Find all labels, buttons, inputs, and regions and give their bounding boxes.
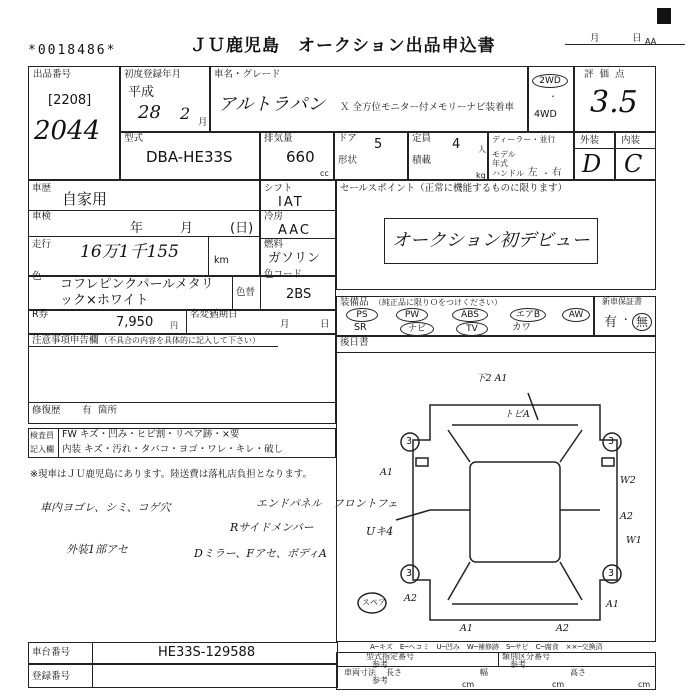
hand-note-3: Rサイドメンバー <box>230 521 314 534</box>
date-aa-label: AA <box>645 37 657 46</box>
check-label-1: 検査員 <box>30 431 54 440</box>
model-value: DBA-HE33S <box>146 148 233 166</box>
color-code-label: 色コード <box>264 269 303 280</box>
load-unit: kg <box>476 171 486 180</box>
mark-bottom-a1: A1 <box>460 623 473 634</box>
type-designation-ref: 参考 <box>372 660 388 669</box>
capacity-value: 4 <box>452 137 461 152</box>
after-label: 後日書 <box>340 337 369 348</box>
hand-stamp: Uキ4 <box>366 525 394 538</box>
repair-has: 有 <box>82 405 92 416</box>
repair-label: 修復歴 <box>32 405 61 416</box>
mark-top: 下2 A1 <box>476 373 508 384</box>
check-row-1: FW キズ・凹み・ヒビ割・リペア跡・×要 <box>62 429 240 440</box>
drive-dot: ・ <box>549 92 557 101</box>
interior-label: 内装 <box>621 135 641 146</box>
inspection-month: 月 <box>180 221 194 236</box>
hand-note-2: エンドパネル フロントフェ <box>256 497 398 510</box>
check-row-2: 内装 キズ・汚れ・タバコ・ヨゴ・ワレ・キレ・破し <box>62 444 284 455</box>
sales-point-value: オークション初デビュー <box>392 230 590 251</box>
equipment-note: （純正品に限りＯをつけください） <box>374 298 502 307</box>
sales-point-label: セールスポイント（正常に機能するものに限ります） <box>340 183 568 194</box>
car-name-label: 車名・グレード <box>214 69 281 80</box>
inspection-year: 年 <box>130 221 144 236</box>
color-label: 色 <box>32 271 42 282</box>
check-label-2: 記入欄 <box>30 445 54 454</box>
lot-sub: [2208] <box>48 93 92 108</box>
color-change-label: 色替 <box>236 287 256 298</box>
vehicle-dims-ref: 参考 <box>372 676 388 685</box>
equip-ps: PS <box>346 308 378 322</box>
frame-value: HE33S-129588 <box>158 645 256 660</box>
hand-note-5: Dミラー、Fアセ、ボディA <box>194 547 327 560</box>
score-value: 3.5 <box>590 85 638 120</box>
mileage-label: 走行 <box>32 239 52 250</box>
dim-width-cm: cm <box>552 680 565 689</box>
doors-label: ドア <box>338 133 357 144</box>
recycle-label: R券 <box>32 309 49 320</box>
use-value: 自家用 <box>62 190 108 208</box>
mark-left-a1: A1 <box>380 467 393 478</box>
mileage-unit: km <box>214 255 229 266</box>
form-title: ＪＵ鹿児島 オークション出品申込書 <box>190 36 496 56</box>
equip-aw: AW <box>562 308 590 322</box>
title-change-month: 月 <box>280 319 290 330</box>
shift-label: シフト <box>264 183 293 194</box>
drive-2wd: 2WD <box>532 74 568 88</box>
equip-tv: TV <box>456 322 488 336</box>
shift-value: IAT <box>278 195 304 210</box>
fuel-value: ガソリン <box>268 251 321 266</box>
capacity-label: 定員 <box>412 133 432 144</box>
warranty-yes: 有 <box>604 315 618 330</box>
drive-4wd: 4WD <box>534 109 557 120</box>
hand-note-1: 車内ヨゴレ、シミ、コゲ穴 <box>40 501 171 514</box>
registration-era: 平成 <box>128 85 155 100</box>
type-designation-label: 型式指定番号 <box>366 652 414 661</box>
color-line1: コフレピンクパールメタリ <box>60 277 214 292</box>
shape-label: 形状 <box>338 155 358 166</box>
registration-month: 2 <box>180 104 191 123</box>
aircon-label: 冷房 <box>264 211 284 222</box>
equip-pw: PW <box>396 308 428 322</box>
spare-tire-label: スペア <box>362 598 386 607</box>
location-note: ※現車はＪＵ鹿児島にあります。陸送費は落札店負担となります。 <box>30 469 312 480</box>
serial-number: *0018486* <box>28 43 117 58</box>
displacement-label: 排気量 <box>264 133 293 144</box>
mark-bottom-a2-left: A2 <box>404 593 417 604</box>
warranty-no: 無 <box>632 313 652 331</box>
repair-places: 箇所 <box>98 405 118 416</box>
inspection-day: (日) <box>230 221 254 236</box>
registration-year: 28 <box>138 102 161 123</box>
plate-box <box>28 664 338 688</box>
score-label: 評価点 <box>584 69 631 80</box>
color-line2: ック×ホワイト <box>60 293 149 308</box>
recycle-unit: 円 <box>170 321 178 330</box>
warranty-dot: ・ <box>621 315 631 326</box>
frame-label: 車台番号 <box>32 647 71 658</box>
equipment-label: 装備品 <box>340 297 369 308</box>
mark-bottom-a1-right: A1 <box>606 599 619 610</box>
mark-bottom-a2-right: A2 <box>556 623 569 634</box>
equip-leather: カワ <box>512 322 532 333</box>
damage-legend: A─キズ E─ヘコミ U─凹み W─補修跡 S─サビ C─腐食 ××─交換済 <box>370 643 603 651</box>
handle-label: ハンドル <box>492 169 524 178</box>
dealer-label: ディーラー・並行 <box>492 135 556 144</box>
vehicle-dims-label: 車両寸法 <box>344 668 376 677</box>
equip-sr: SR <box>354 322 367 333</box>
handle-right: 右 <box>552 167 562 178</box>
hand-note-4: 外装1部アセ <box>66 543 128 556</box>
notes-label: 注意事項申告欄 <box>32 335 99 346</box>
mark-right-a2: A2 <box>620 511 633 522</box>
model-label: 型式 <box>124 133 144 144</box>
capacity-unit: 人 <box>478 145 486 154</box>
dim-height-label: 高さ <box>570 668 586 677</box>
dim-height-cm: cm <box>638 680 651 689</box>
model-year-label: モデル年式 <box>492 150 516 168</box>
interior-value: C <box>624 150 643 178</box>
exterior-label: 外装 <box>580 135 600 146</box>
use-label: 車歴 <box>32 183 52 194</box>
displacement-value: 660 <box>286 148 315 166</box>
category-number-label: 類別区分番号 <box>502 652 550 661</box>
doors-value: 5 <box>374 137 383 152</box>
tire-fl: 3 <box>406 436 413 447</box>
lot-label: 出品番号 <box>33 69 72 80</box>
tire-rr: 3 <box>608 568 615 579</box>
mark-right-w2: W2 <box>620 475 636 486</box>
equip-navi: ナビ <box>400 322 434 336</box>
category-number-ref: 参考 <box>510 660 526 669</box>
recycle-value: 7,950 <box>116 315 154 330</box>
plate-label: 登録番号 <box>32 671 71 682</box>
aircon-value: AAC <box>278 223 311 238</box>
date-day-label: 日 <box>632 33 642 44</box>
title-change-label: 名変猶期日 <box>190 309 238 320</box>
fuel-label: 燃料 <box>264 239 284 250</box>
mark-bonnet: トビA <box>504 409 530 420</box>
load-label: 積載 <box>412 155 432 166</box>
tire-fr: 3 <box>608 436 615 447</box>
tire-rl: 3 <box>406 568 413 579</box>
dim-length-label: 長さ <box>386 668 402 677</box>
equip-abs: ABS <box>452 308 488 322</box>
title-change-day: 日 <box>320 319 330 330</box>
inspection-label: 車検 <box>32 211 52 222</box>
displacement-unit: cc <box>320 169 329 178</box>
exterior-value: D <box>582 150 602 178</box>
notes-sub: （不具合の内容を具体的に記入して下さい） <box>100 336 260 345</box>
mileage-value: 16万1千155 <box>80 242 179 262</box>
handle-left: 左 <box>528 167 538 178</box>
lot-number: 2044 <box>34 116 101 146</box>
dim-length-cm: cm <box>462 680 475 689</box>
registration-label: 初度登録年月 <box>124 69 182 80</box>
date-month-label: 月 <box>590 33 600 44</box>
equip-airbag: エアB <box>510 308 546 322</box>
registration-month-unit: 月 <box>198 117 208 128</box>
car-name-value: アルトラパン <box>218 94 326 115</box>
warranty-label: 新車保証書 <box>602 297 642 306</box>
mark-right-w1: W1 <box>626 535 642 546</box>
dim-width-label: 幅 <box>480 668 488 677</box>
color-code-value: 2BS <box>286 287 312 302</box>
car-grade-value: Ｘ 全方位モニター付メモリーナビ装着車 <box>340 102 515 113</box>
handle-dot: ・ <box>542 169 550 178</box>
